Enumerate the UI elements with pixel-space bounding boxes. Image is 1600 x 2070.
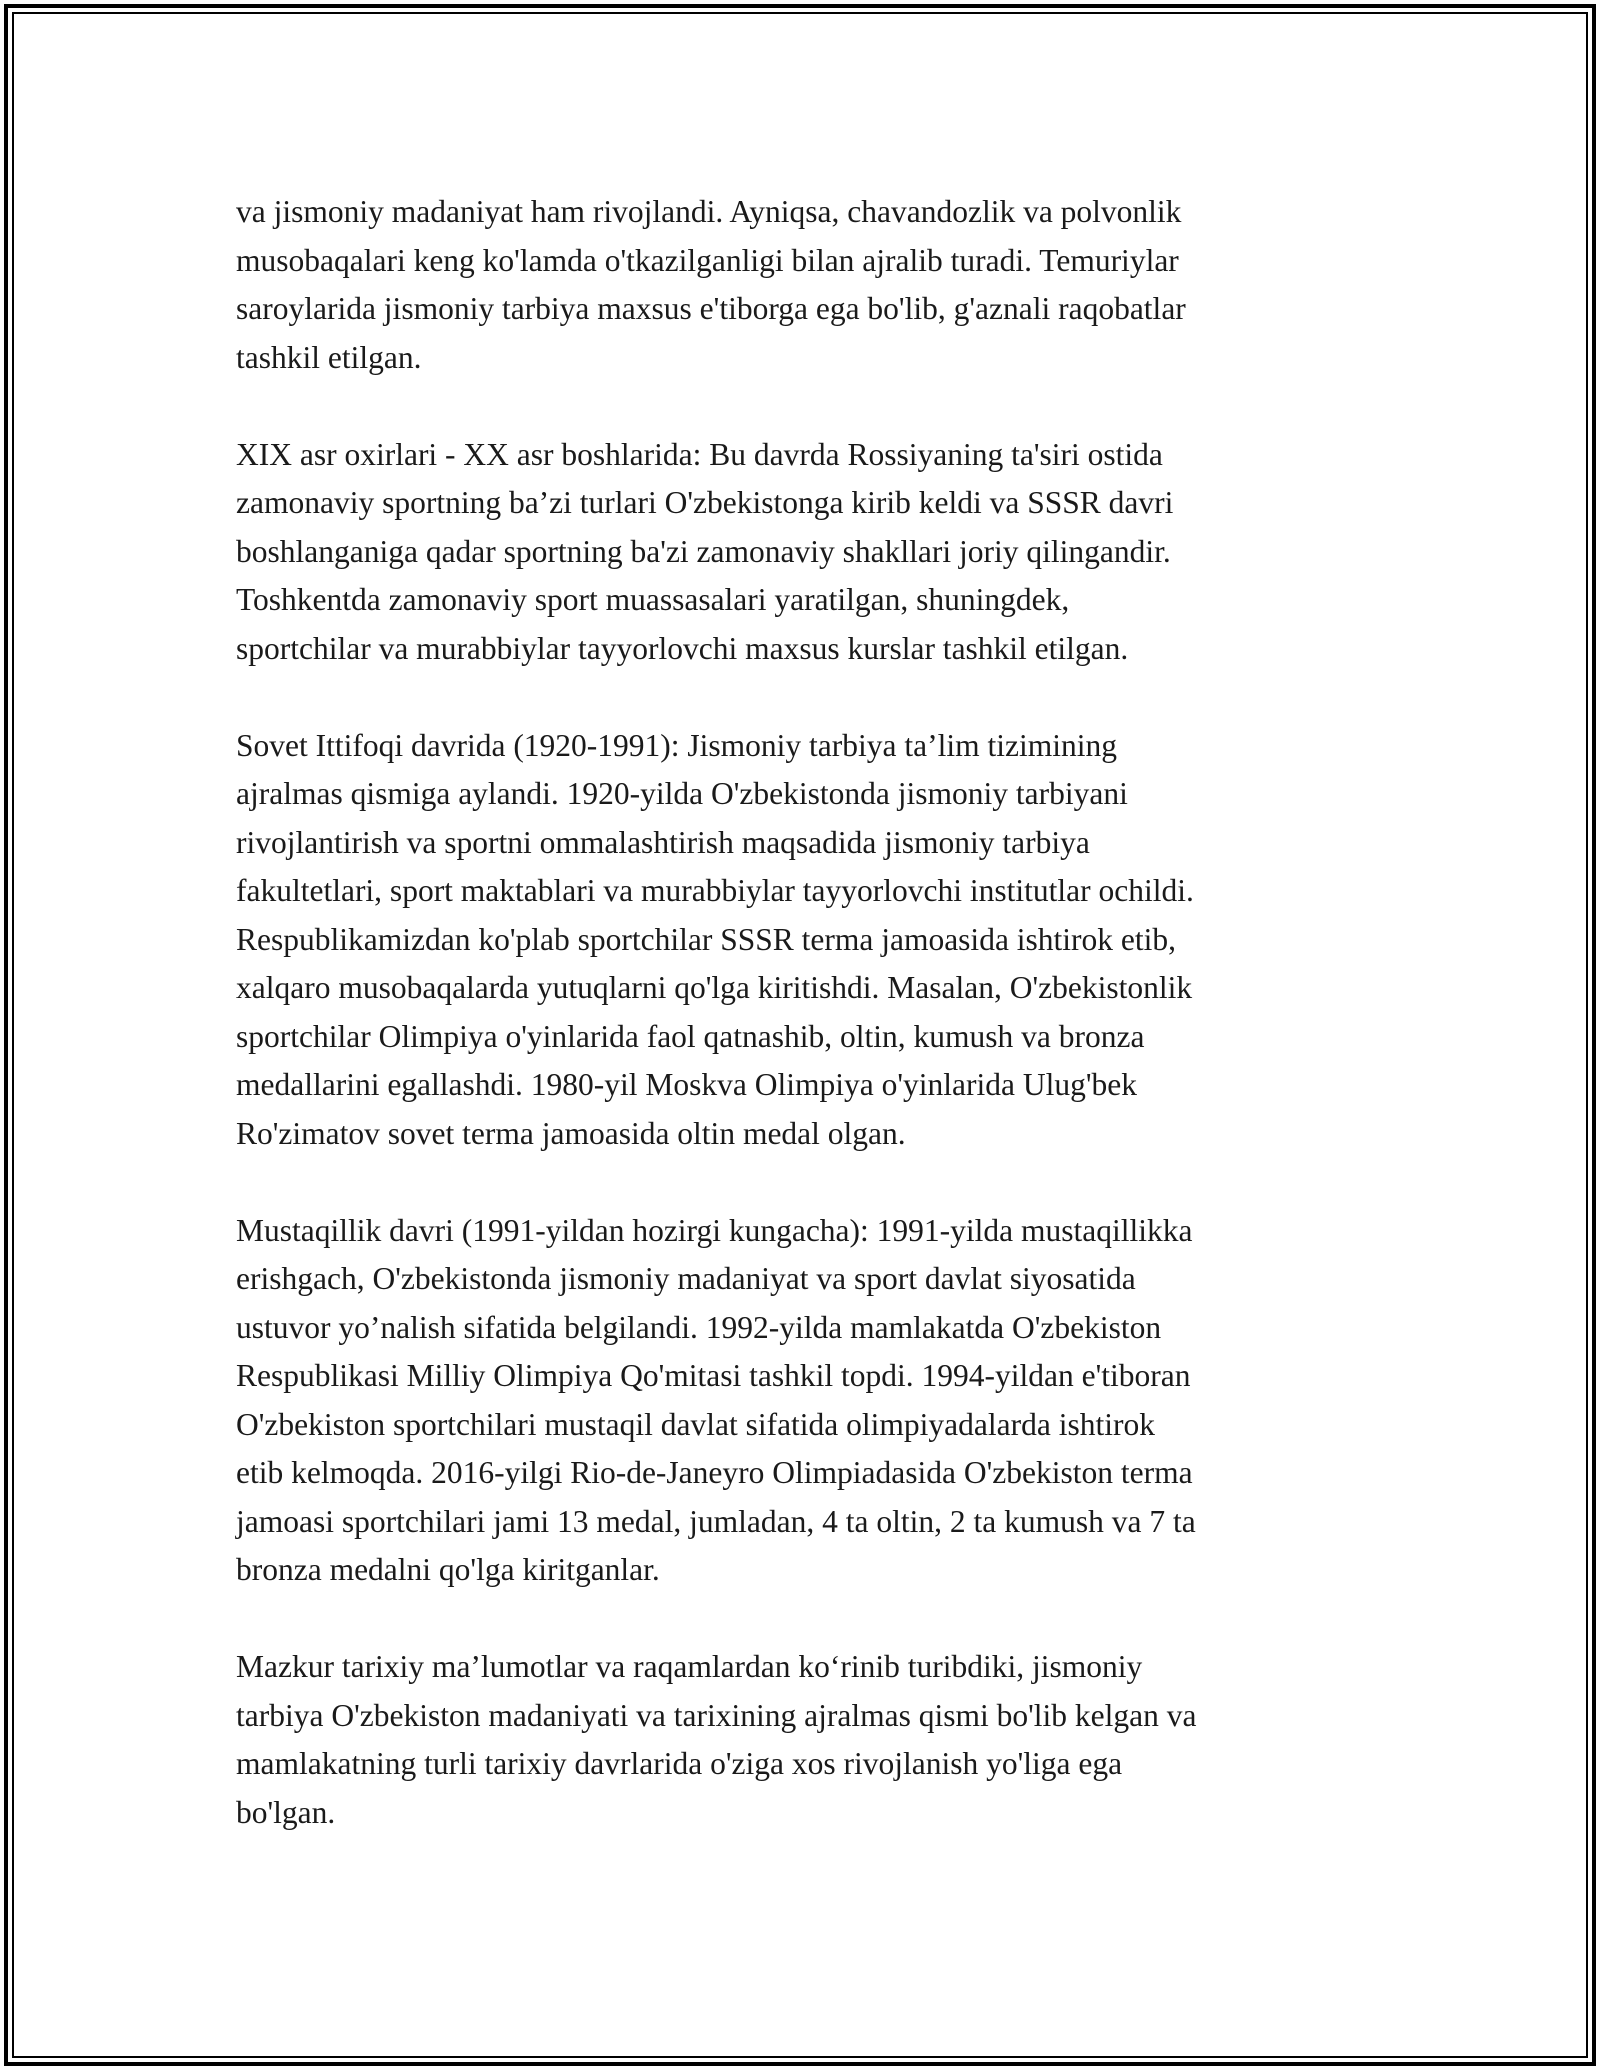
paragraph-independence-era: Mustaqillik davri (1991-yildan hozirgi kungacha): 1991-yilda mustaqillikka erishgach, O'zbekistonda jismoniy madaniyat va sport davlat siyosatida ustuvor yo’nalish sifatida belgilandi. 1992-yilda mamlakatda O'zbekiston Respublikasi Milliy Olimpiya Qo'mitasi tashkil topdi. 1994-yildan e'tiboran O'zbekiston sportchilari mustaqil davlat sifatida olimpiyadalarda ishtirok etib kelmoqda. 2016-yilgi Rio-de-Janeyro Olimpiadasida O'zbekiston terma jamoasi sportchilari jami 13 medal, jumladan, 4 ta oltin, 2 ta kumush va 7 ta bronza medalni qo'lga kiritganlar. <box>236 1212 1196 1587</box>
document-body <box>236 188 1366 1886</box>
paragraph-19th-20th-century: XIX asr oxirlari - XX asr boshlarida: Bu davrda Rossiyaning ta'siri ostida zamonaviy sportning ba’zi turlari O'zbekistonga kirib keldi va SSSR davri boshlanganiga qadar sportning ba'zi zamonaviy shakllari joriy qilingandir. Toshkentda zamonaviy sport muassasalari yaratilgan, shuningdek, sportchilar va murabbiylar tayyorlovchi maxsus kurslar tashkil etilgan. <box>236 436 1174 666</box>
paragraph-soviet-era: Sovet Ittifoqi davrida (1920-1991): Jismoniy tarbiya ta’lim tizimining ajralmas qismiga aylandi. 1920-yilda O'zbekistonda jismoniy tarbiyani rivojlantirish va sportni ommalashtirish maqsadida jismoniy tarbiya fakultetlari, sport maktablari va murabbiylar tayyorlovchi institutlar ochildi. Respublikamizdan ko'plab sportchilar SSSR terma jamoasida ishtirok etib, xalqaro musobaqalarda yutuqlarni qo'lga kiritishdi. Masalan, O'zbekistonlik sportchilar Olimpiya o'yinlarida faol qatnashib, oltin, kumush va bronza medallarini egallashdi. 1980-yil Moskva Olimpiya o'yinlarida Ulug'bek Ro'zimatov sovet terma jamoasida oltin medal olgan. <box>236 727 1194 1151</box>
paragraph-temurid-era: va jismoniy madaniyat ham rivojlandi. Ayniqsa, chavandozlik va polvonlik musobaqalari keng ko'lamda o'tkazilganligi bilan ajralib turadi. Temuriylar saroylarida jismoniy tarbiya maxsus e'tiborga ega bo'lib, g'aznali raqobatlar tashkil etilgan. <box>236 194 1186 375</box>
paragraph-conclusion: Mazkur tarixiy ma’lumotlar va raqamlardan ko‘rinib turibdiki, jismoniy tarbiya O'zbekiston madaniyati va tarixining ajralmas qismi bo'lib kelgan va mamlakatning turli tarixiy davrlarida o'ziga xos rivojlanish yo'liga ega bo'lgan. <box>236 1649 1197 1830</box>
